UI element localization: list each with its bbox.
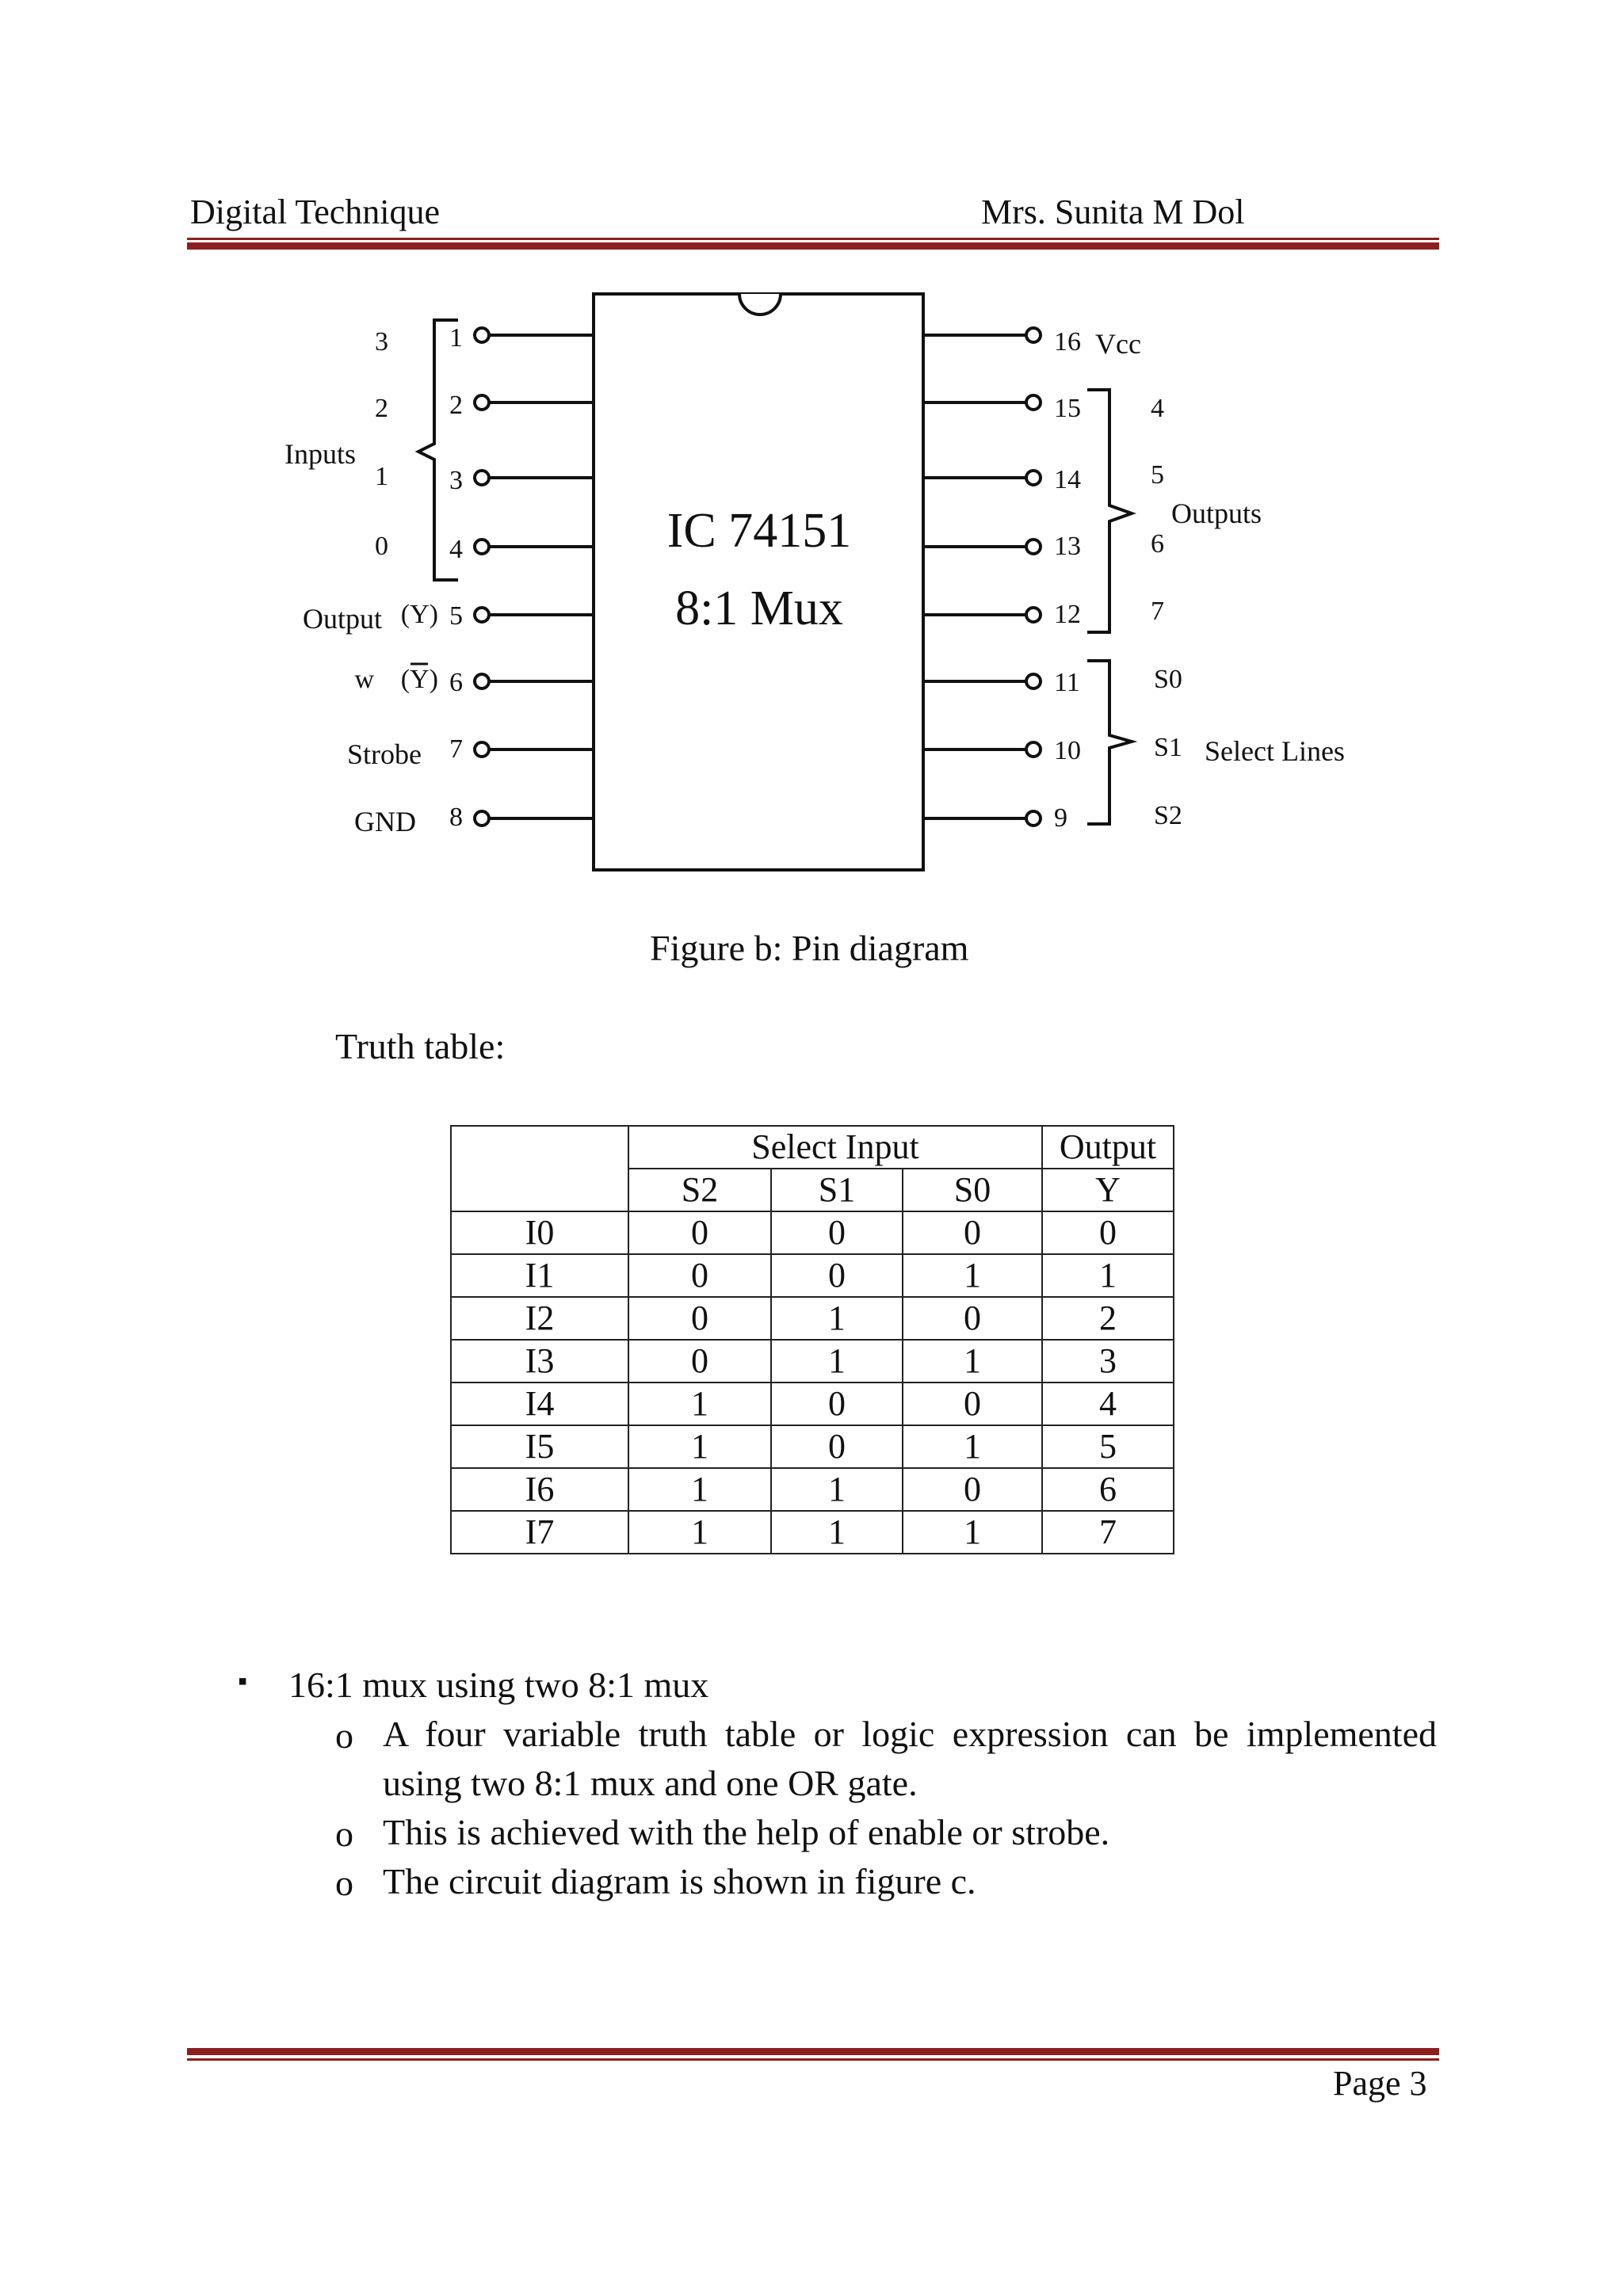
- select-lines-label: Select Lines: [1205, 735, 1345, 767]
- svg-text:S0: S0: [1154, 665, 1182, 694]
- inputs-label: Inputs: [285, 438, 356, 470]
- svg-text:GND: GND: [354, 806, 416, 837]
- table-row: I1 0 0 1 1: [451, 1254, 1174, 1297]
- select-brace: [1087, 661, 1132, 824]
- truth-table: [450, 1125, 1174, 1554]
- table-row: I2 0 1 0 2: [451, 1297, 1174, 1340]
- table-row: I7 1 1 1 7: [451, 1511, 1174, 1554]
- svg-text:2: 2: [375, 394, 388, 423]
- svg-text:14: 14: [1054, 465, 1081, 494]
- left-pin-5: [303, 600, 594, 635]
- svg-text:6: 6: [449, 668, 463, 697]
- svg-text:6: 6: [1151, 529, 1164, 559]
- svg-text:1: 1: [449, 323, 463, 353]
- chip-label-function: 8:1 Mux: [675, 582, 843, 635]
- svg-text:10: 10: [1054, 736, 1081, 765]
- page-number: Page 3: [1333, 2064, 1427, 2103]
- section-title: 16:1 mux using two 8:1 mux: [288, 1665, 709, 1705]
- left-pin-2: [375, 391, 594, 423]
- table-row: I6 1 1 0 6: [451, 1468, 1174, 1511]
- list-item: The circuit diagram is shown in figure c.: [383, 1861, 976, 1901]
- svg-text:7: 7: [1151, 597, 1164, 626]
- svg-text:12: 12: [1054, 600, 1081, 629]
- circle-bullet-icon: o: [335, 1863, 353, 1903]
- svg-text:7: 7: [449, 734, 463, 764]
- svg-text:(Y): (Y): [400, 665, 438, 694]
- svg-text:4: 4: [449, 535, 463, 564]
- right-pins: [923, 327, 1182, 833]
- col-header: S2: [628, 1169, 771, 1211]
- left-pin-6: [354, 664, 594, 697]
- right-pin-13: [923, 529, 1164, 561]
- chip-label-part: IC 74151: [666, 504, 852, 558]
- svg-text:11: 11: [1054, 668, 1080, 697]
- truth-table-heading: Truth table:: [335, 1026, 506, 1066]
- svg-text:w: w: [354, 665, 374, 694]
- col-header: S1: [771, 1169, 903, 1211]
- right-pin-10: [923, 733, 1182, 765]
- svg-text:2: 2: [449, 391, 463, 420]
- list-item-continued: using two 8:1 mux and one OR gate.: [383, 1763, 918, 1803]
- circle-bullet-icon: o: [335, 1715, 353, 1756]
- table-row: I3 0 1 1 3: [451, 1340, 1174, 1383]
- corner-cell: [451, 1126, 628, 1211]
- list-item: A four variable truth table or logic expression can be implemented: [383, 1714, 1437, 1754]
- footer-rule-thin: [187, 2058, 1439, 2061]
- output-header-y: Y: [1042, 1169, 1174, 1211]
- svg-text:15: 15: [1054, 394, 1081, 423]
- svg-text:1: 1: [375, 462, 388, 491]
- right-pin-16: [923, 327, 1141, 360]
- svg-text:Vcc: Vcc: [1095, 328, 1141, 360]
- right-pin-11: [923, 665, 1182, 697]
- right-pin-15: [923, 394, 1164, 423]
- svg-text:5: 5: [1151, 460, 1164, 490]
- left-pin-3: [375, 462, 594, 495]
- svg-text:(Y): (Y): [400, 600, 438, 629]
- figure-caption: Figure b: Pin diagram: [650, 928, 969, 968]
- outputs-label: Outputs: [1171, 498, 1262, 529]
- circle-bullet-icon: o: [335, 1814, 353, 1854]
- left-pin-8: [354, 803, 594, 837]
- pin-diagram: [0, 0, 1623, 903]
- svg-text:3: 3: [449, 466, 463, 495]
- left-pin-1: [375, 323, 594, 357]
- right-pin-12: [923, 597, 1164, 629]
- output-header: Output: [1042, 1126, 1174, 1169]
- svg-text:3: 3: [375, 327, 388, 357]
- col-header: S0: [903, 1169, 1042, 1211]
- svg-text:5: 5: [449, 601, 463, 631]
- svg-text:4: 4: [1151, 394, 1164, 423]
- svg-text:Strobe: Strobe: [347, 738, 422, 770]
- svg-text:9: 9: [1054, 803, 1067, 833]
- outputs-brace: [1087, 390, 1132, 632]
- group-header: Select Input: [628, 1126, 1042, 1169]
- svg-text:S2: S2: [1154, 801, 1182, 830]
- header-right: Mrs. Sunita M Dol: [981, 193, 1245, 231]
- svg-text:16: 16: [1054, 327, 1081, 357]
- svg-text:8: 8: [449, 803, 463, 832]
- svg-text:S1: S1: [1154, 733, 1182, 762]
- table-row: I4 1 0 0 4: [451, 1383, 1174, 1425]
- right-pin-14: [923, 460, 1164, 494]
- svg-text:0: 0: [375, 532, 388, 561]
- svg-text:13: 13: [1054, 532, 1081, 561]
- table-row: I0 0 0 0 0: [451, 1211, 1174, 1254]
- footer-rule-thick: [187, 2048, 1439, 2055]
- header-left: Digital Technique: [190, 193, 441, 231]
- left-pin-4: [375, 532, 594, 564]
- chip-notch: [739, 294, 781, 315]
- square-bullet-icon: ▪: [238, 1667, 248, 1696]
- svg-text:Output: Output: [302, 603, 382, 635]
- table-row: I5 1 0 1 5: [451, 1425, 1174, 1468]
- left-pin-7: [347, 734, 594, 770]
- right-pin-9: [923, 801, 1182, 833]
- list-item: This is achieved with the help of enable or strobe.: [383, 1812, 1110, 1852]
